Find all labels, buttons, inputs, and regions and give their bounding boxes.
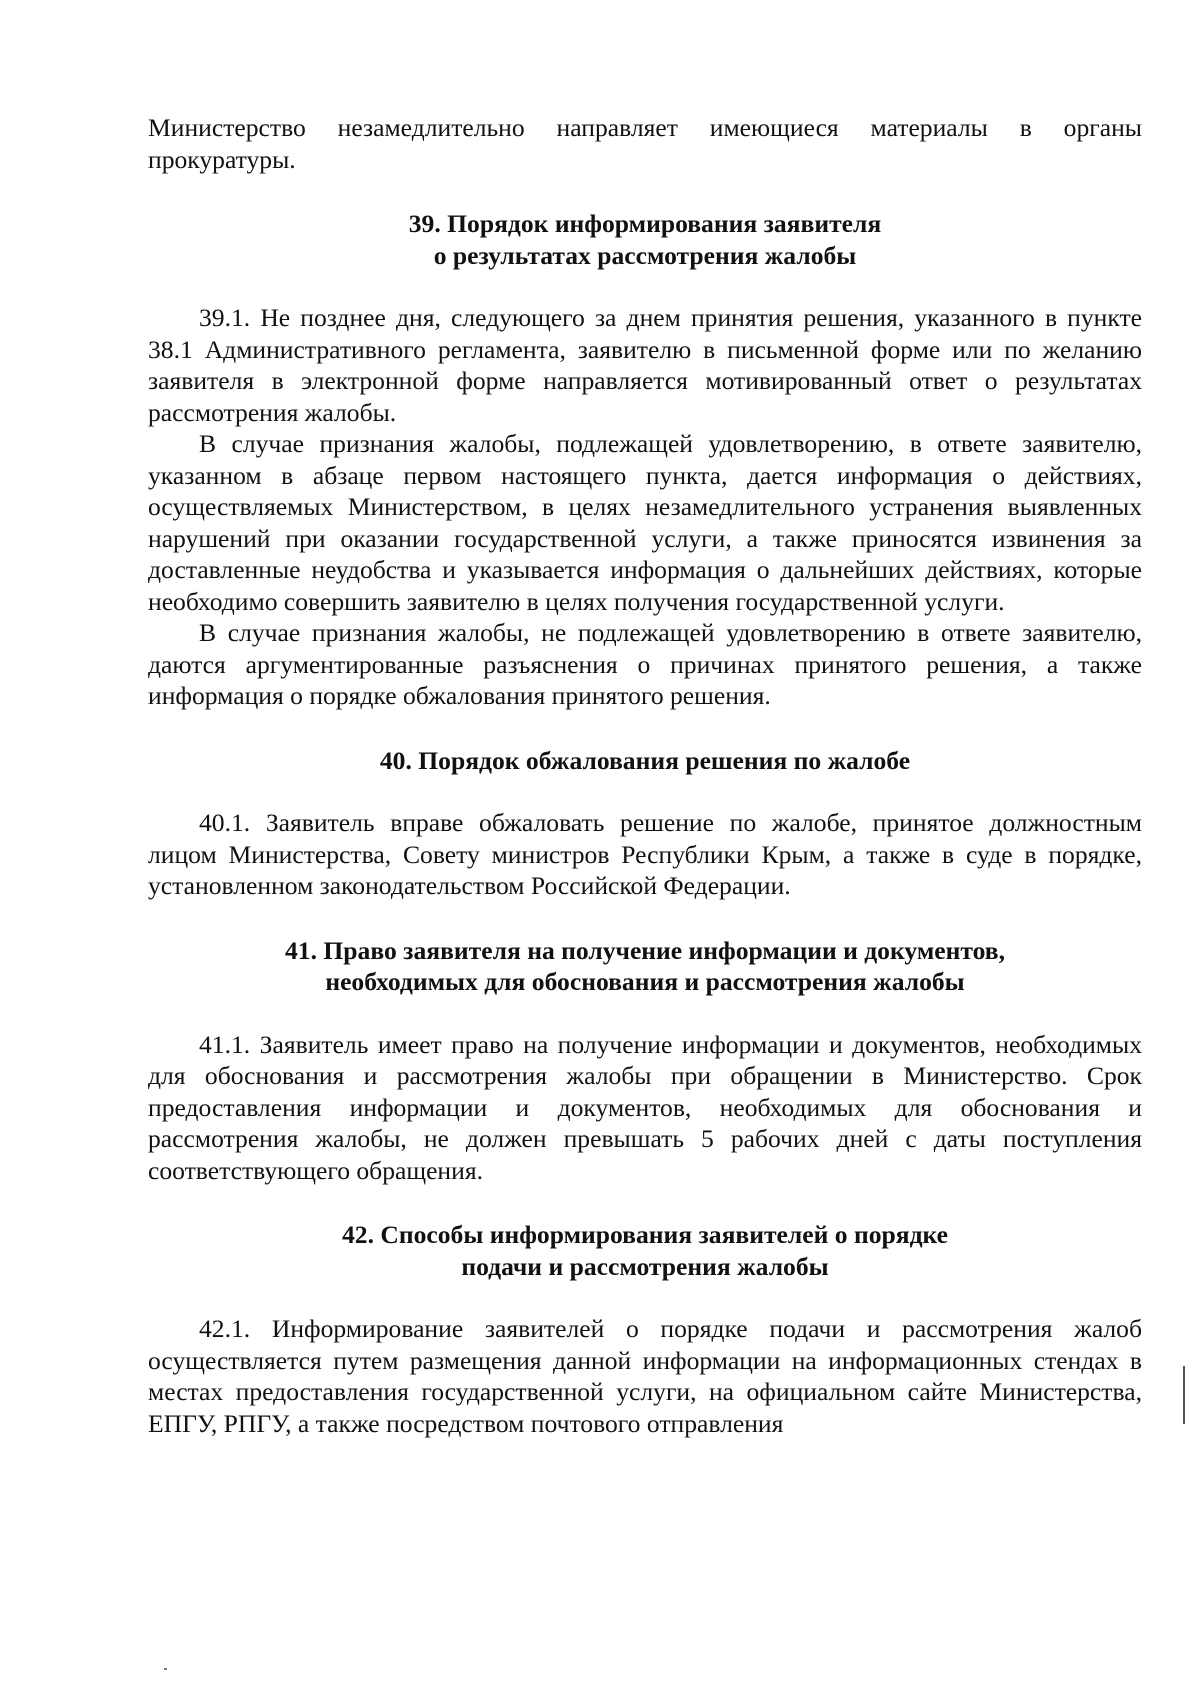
paragraph-39-3: В случае признания жалобы, не подлежащей удовлетворению в ответе заявителю, даются аргументированные разъяснения о причинах принятого решения, а также информация о порядке обжалования принятого решения. <box>148 618 1142 710</box>
margin-scan-mark <box>1183 1366 1185 1424</box>
paragraph-41-1: 41.1. Заявитель имеет право на получение информации и документов, необходимых для обоснования и рассмотрения жалобы при обращении в Министерство. Срок предоставления информации и документов, необходимых для обоснования и рассмотрения жалобы, не должен превышать 5 рабочих дней с даты поступления соответствующего обращения. <box>148 1029 1142 1185</box>
scan-dot-mark <box>164 1668 167 1670</box>
paragraph-39-1: 39.1. Не позднее дня, следующего за днем принятия решения, указанного в пункте 38.1 Административного регламента, заявителю в письменной форме или по желанию заявителя в электронной форме направляется мотивированный ответ о результатах рассмотрения жалобы. <box>148 303 1142 427</box>
paragraph-39-2: В случае признания жалобы, подлежащей удовлетворению, в ответе заявителю, указанном в абзаце первом настоящего пункта, дается информация о действиях, осуществляемых Министерством, в целях незамедлительного устранения выявленных нарушений при оказании государственной услуги, а также приносятся извинения за доставленные неудобства и указывается информация о дальнейших действиях, которые необходимо совершить заявителю в целях получения государственной услуги. <box>148 429 1142 616</box>
section-41-heading <box>148 935 1142 998</box>
section-39-heading <box>148 208 1142 271</box>
section-42-heading-line1: 42. Способы информирования заявителей о порядке <box>341 1220 949 1249</box>
section-39-heading-line2: о результатах рассмотрения жалобы <box>433 240 857 270</box>
section-42-heading-line2: подачи и рассмотрения жалобы <box>461 1251 829 1281</box>
paragraph-40-1: 40.1. Заявитель вправе обжаловать решение по жалобе, принятое должностным лицом Министерства, Совету министров Республики Крым, а также в суде в порядке, установленном законодательством Российской Федерации. <box>148 808 1142 900</box>
section-41-heading-line2: необходимых для обоснования и рассмотрения жалобы <box>325 967 965 996</box>
section-41-heading-line1: 41. Право заявителя на получение информации и документов, <box>285 935 1005 965</box>
document-page <box>148 112 1142 1439</box>
paragraph-42-1: 42.1. Информирование заявителей о порядке подачи и рассмотрения жалоб осуществляется путем размещения данной информации на информационных стендах в местах предоставления государственной услуги, на официальном сайте Министерства, ЕПГУ, РПГУ, а также посредством почтового отправления <box>148 1314 1142 1438</box>
section-39-heading-line1: 39. Порядок информирования заявителя <box>408 209 882 238</box>
intro-paragraph: Министерство незамедлительно направляет имеющиеся материалы в органы прокуратуры. <box>148 113 1142 174</box>
section-42-heading <box>148 1219 1142 1282</box>
section-40-heading: 40. Порядок обжалования решения по жалобе <box>379 745 911 775</box>
